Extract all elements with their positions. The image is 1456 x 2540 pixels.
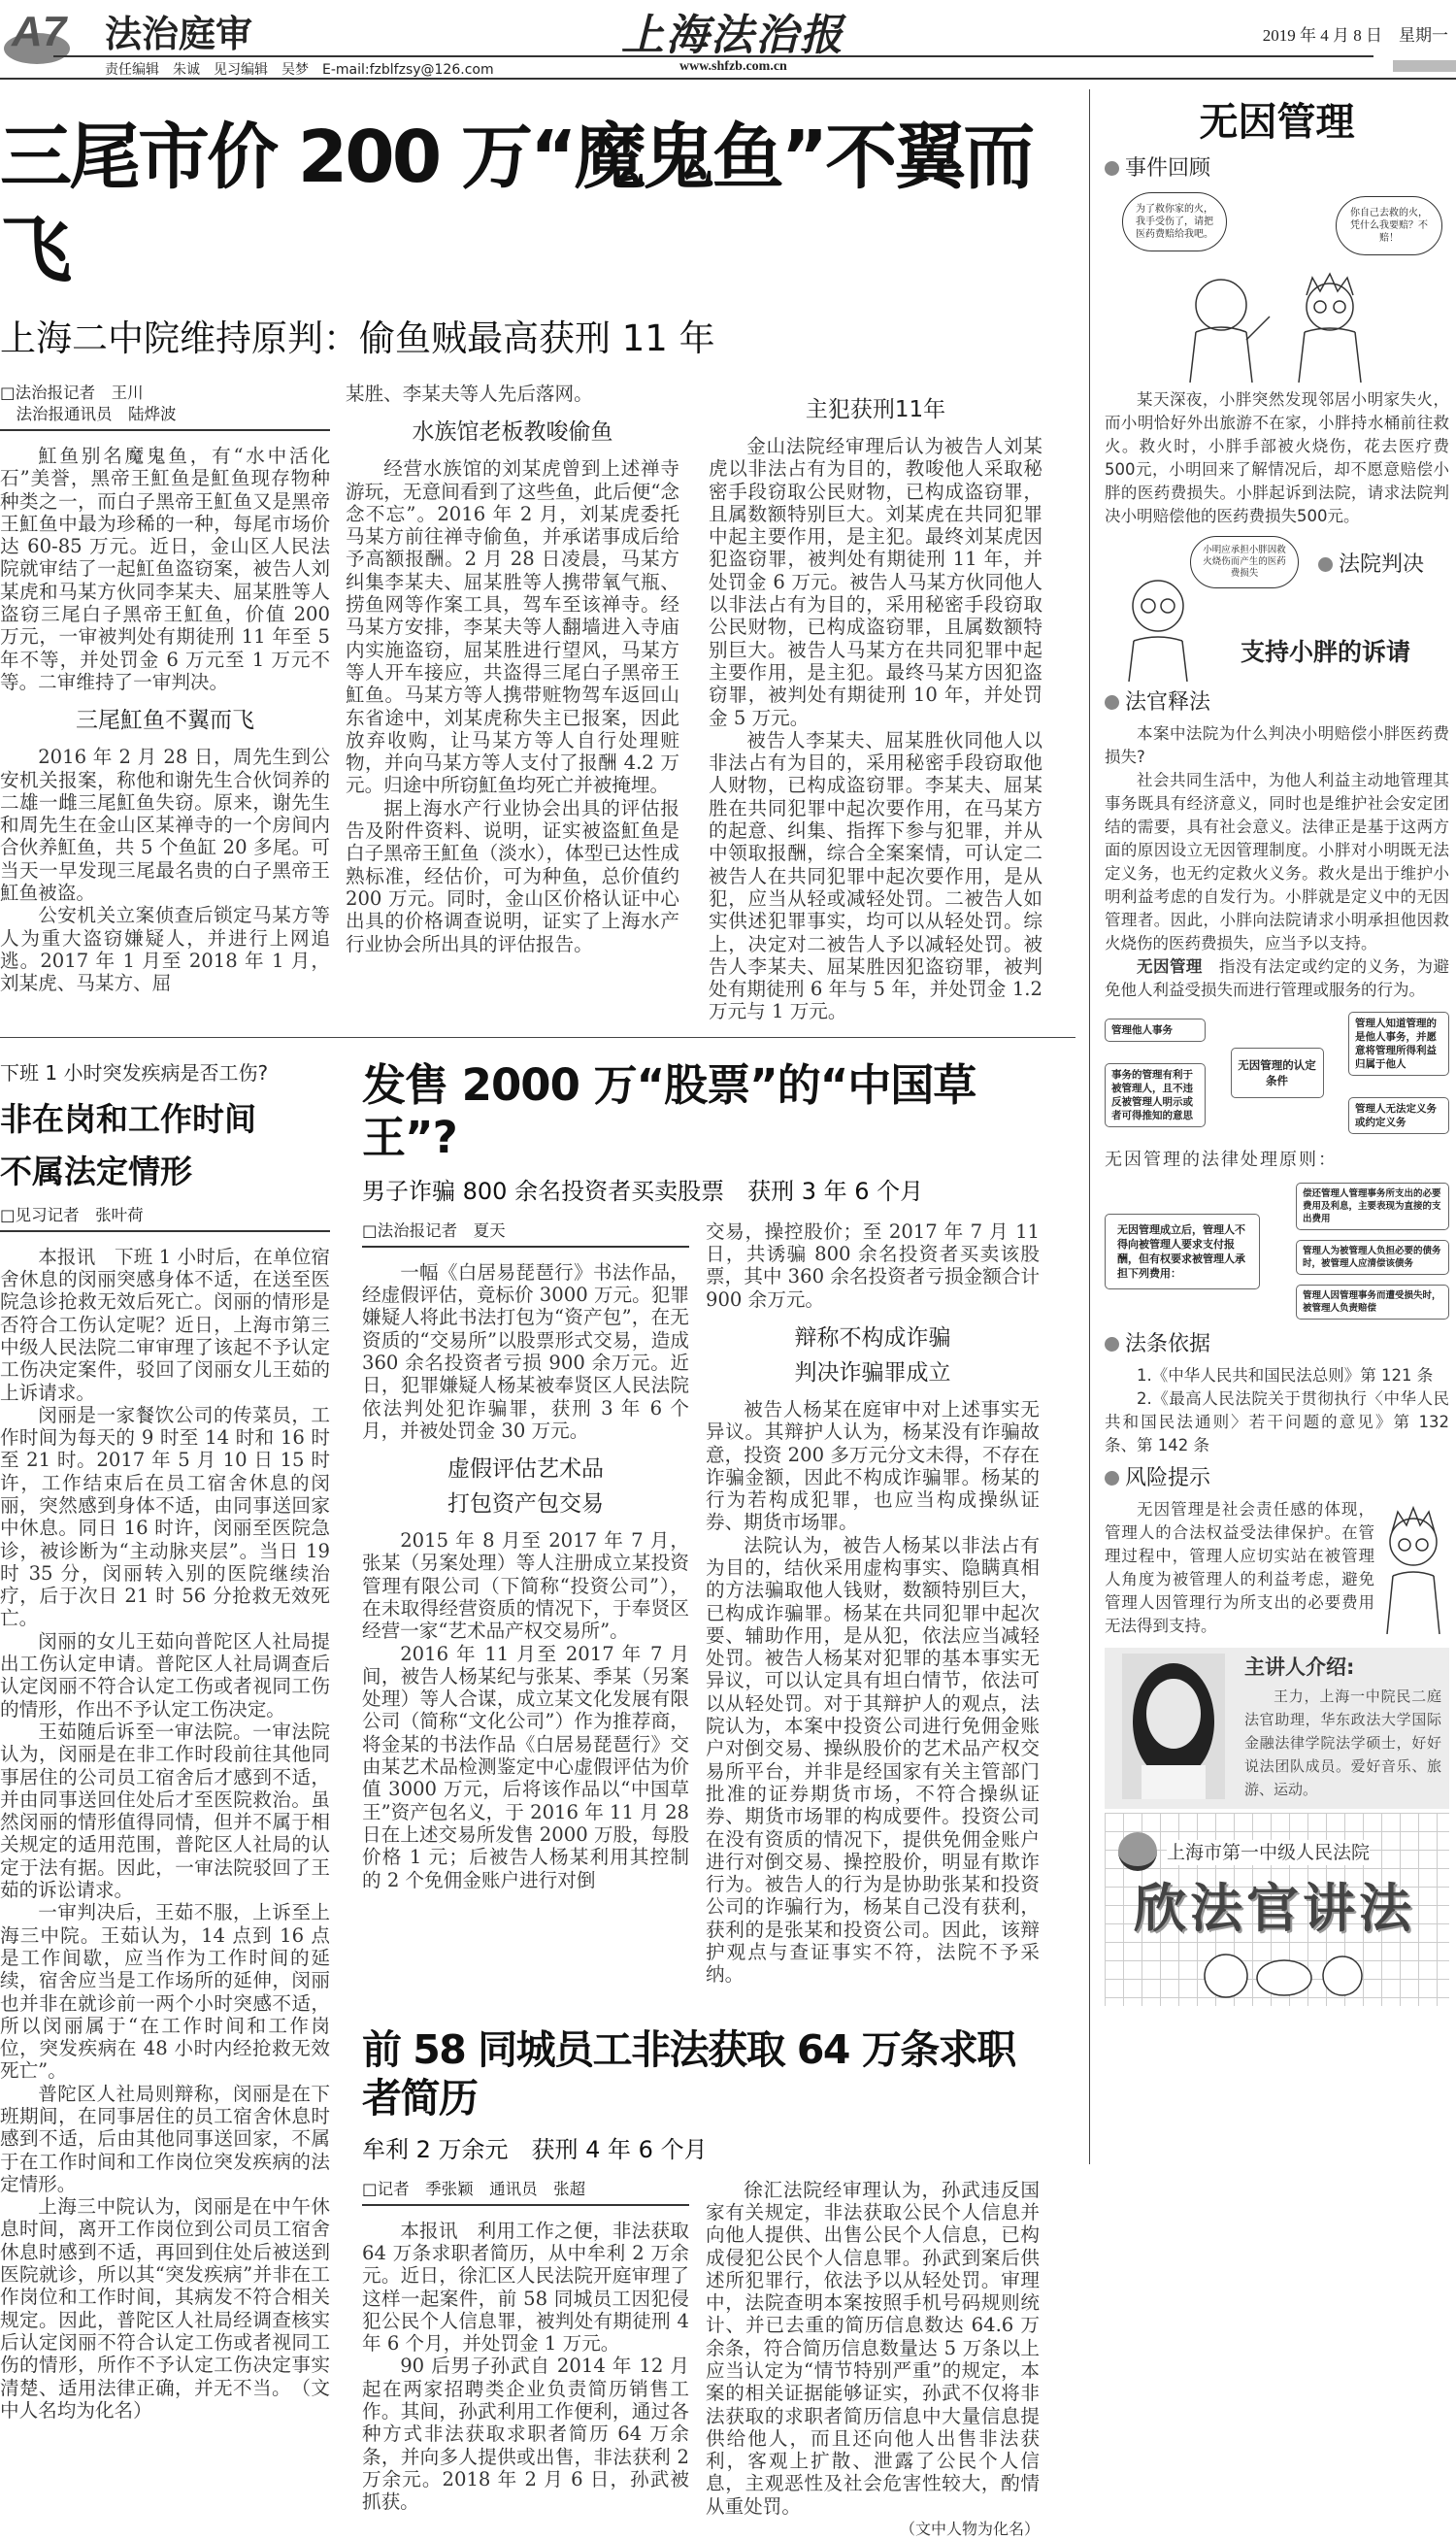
article-column [709, 383, 1042, 1023]
paragraph: 法院认为，被告人杨某以非法占有为目的，结伙采用虚构事实、隐瞒真相的方法骗取他人钱财，数额特别巨大，已构成诈骗罪。杨某在共同犯罪中起次要、辅助作用，是从犯，依法应当减轻处罚。被告人杨某对犯罪的基本事实无异议，可以认定具有坦白情节，依法可以从轻处罚。对于其辩护人的观点，法院认为，本案中投资公司进行免佣金账户对倒交易、操纵股价的艺术品产权交易所平台，并非是经国家有关主管部门批准的证券期货市场，不符合操纵证券、期货市场罪的构成要件。投资公司在没有资质的情况下，提供免佣金账户进行对倒交易、操控股价，明显有欺诈行为。被告人的行为是协助张某和投资公司的诈骗行为，杨某自己没有获利，获利的是张某和投资公司。因此，该辩护观点与查证事实不符，法院不予采纳。 [706, 1533, 1040, 1987]
headline: 非在岗和工作时间 [0, 1099, 256, 1138]
article4-columns [362, 2179, 1042, 2540]
article3-columns [362, 1220, 1042, 1987]
diagram-left [1105, 1019, 1206, 1127]
sidebar-title: 无因管理 [1199, 100, 1355, 145]
diagram-right [1348, 1012, 1449, 1134]
diagram-right [1296, 1183, 1449, 1320]
paragraph: 某胜、李某夫等人先后落网。 [346, 383, 593, 405]
comic-illustration [1105, 188, 1449, 383]
speaker-box [1105, 1648, 1449, 1809]
paragraph: 90 后男子孙武自 2014 年 12 月起在两家招聘类企业负责简历销售工作。其间，孙武利用工作便利，通过各种方式非法获取求职者简历 64 万余条，并向多人提供或出售，非法获利 2 万余元。2018 年 2 月 6 日，孙武被抓获。 [362, 2355, 689, 2514]
section-verdict: 法院判决 [1318, 551, 1424, 579]
paragraph: 据上海水产行业协会出具的评估报告及附件资料、说明，证实被盗魟鱼是白子黑帝王魟鱼（淡水），体型已达性成熟标准，经估价，可为种鱼，总价值约 200 万元。同时，金山区价格认证中心出具的价格调查说明，证实了上海水产行业协会所出具的评估报告。 [346, 796, 679, 955]
law-list: 1.《中华人民共和国民法总则》第 121 条 2.《最高人民法院关于贯彻执行〈中华人民共和国民法通则〉若干问题的意见》第 132 条、第 142 条 [1105, 1366, 1449, 1454]
article2 [0, 1059, 330, 2422]
diagram-item: 管理人知道管理的是他人事务，并愿意将管理所得利益归属于他人 [1348, 1012, 1449, 1076]
article-column [706, 1220, 1040, 1987]
paragraph: 徐汇法院经审理认为，孙武违反国家有关规定，非法获取公民个人信息并向他人提供、出售公民个人信息，已构成侵犯公民个人信息罪。孙武到案后供述所犯罪行，依法予以从轻处罚。审理中，法院查明本案按照手机号码规则统计、并已去重的简历信息数达 64.6 万余条，符合简历信息数量达 5 万条以上应当认定为“情节特别严重”的规定，本案的相关证据能够证实，孙武不仅将非法获取的求职者简历信息中大量信息提供给他人，而且还向他人出售非法获利，客观上扩散、泄露了公民个人信息，主观恶性及社会危害性较大，酌情从重处罚。 [706, 2178, 1040, 2518]
column-logo: 欣法官讲法 [1134, 1878, 1415, 1939]
headline: 前 58 同城员工非法获取 64 万条求职者简历 [362, 2025, 1015, 2122]
paragraph: 本报讯 利用工作之便，非法获取 64 万条求职者简历，从中牟利 2 万余元。近日，徐汇区人民法院开庭审理了这样一起案件，前 58 同城员工因犯侵犯公民个人信息罪，被判处有期徒刑 4 年 6 个月，并处罚金 1 万元。 [362, 2219, 689, 2356]
section-rule [0, 1037, 1075, 1038]
section-subheading: 水族馆老板教唆偷鱼 [412, 419, 613, 446]
paragraph: 闵丽是一家餐饮公司的传菜员，工作时间为每天的 9 时至 14 时和 16 时至 21 时。2017 年 5 月 10 日 15 时许，工作结束后在员工宿舍休息的闵丽，突然感到身体不适，由同事送回家中休息。同日 16 时许，闵丽至医院急诊，被诊断为“主动脉夹层”。当日 19 时 35 分，闵丽转入别的医院继续治疗，后于次日 21 时 56 分抢救无效死亡。 [0, 1403, 330, 1630]
explain-text: 本案中法院为什么判决小明赔偿小胖医药费损失? 社会共同生活中，为他人利益主动地管理其事务既具有经济意义，同时也是维护社会安定团结的需要，具有社会意义。法律正是基于这两方面的原因设立无因管理制度。小胖对小明既无法定义务，也无约定救火义务。救火是出于维护小明利益考虑的自发行为。小胖就是定义中的无因管理者。因此，小胖向法院请求小明承担他因救火烧伤的医药费损失，应当予以支持。 无因管理 指没有法定或约定的义务，为避免他人利益受损失而进行管理或服务的行为。 [1105, 724, 1450, 999]
paragraph: 交易，操控股价；至 2017 年 7 月 11 日，共诱骗 800 余名投资者买卖该股票，其中 360 余名投资者亏损金额合计 900 余万元。 [706, 1220, 1040, 1311]
paragraph: 一幅《白居易琵琶行》书法作品，经虚假评估，竟标价 3000 万元。犯罪嫌疑人将此书法打包为“资产包”，在无资质的“交易所”以股票形式交易，造成 360 余名投资者亏损 900 余万元。近日，犯罪嫌疑人杨某被奉贤区人民法院依法判处犯诈骗罪，获刑 3 年 6 个月，并被处罚金 30 万元。 [362, 1260, 689, 1442]
article1-columns [0, 383, 1075, 1023]
paragraph: 2015 年 8 月至 2017 年 7 月，张某（另案处理）等人注册成立某投资管理有限公司（下简称“投资公司”），在未取得经营资质的情况下，于奉贤区经营一家“艺术品产权交易所”。 [362, 1529, 689, 1643]
diagram-item: 偿还管理人管理事务所支出的必要费用及利息，主要表现为直接的支出费用 [1296, 1183, 1449, 1230]
article-column [0, 1246, 330, 2422]
diagram-item: 管理他人事务 [1105, 1019, 1206, 1042]
bullet-dot-icon [1105, 695, 1119, 710]
cartoon-kid-icon [1377, 1498, 1449, 1634]
masthead: 上海法治报 [621, 11, 844, 60]
speech-bubble: 为了救你家的火，我手受伤了，请把医药费赔给我吧。 [1122, 192, 1227, 251]
section-event-review: 事件回顾 [1105, 155, 1449, 183]
right-articles [362, 1059, 1042, 2540]
speech-bubble: 你自己去救的火，凭什么我要赔？不赔！ [1336, 196, 1442, 255]
bullet-dot-icon [1318, 557, 1333, 572]
speech-bubble: 小明应承担小胖因救火烧伤而产生的医药费损失 [1190, 536, 1299, 588]
principle-title: 无因管理的法律处理原则： [1105, 1150, 1338, 1170]
sidebar-divider [1089, 89, 1090, 2164]
article-column [362, 2220, 689, 2514]
paragraph: 2016 年 2 月 28 日，周先生到公安机关报案，称他和谢先生合伙饲养的二雄一雌三尾魟鱼失窃。原来，谢先生和周先生在金山区某禅寺的一个房间内合伙养魟鱼，共 5 个鱼缸 20 多尾。可当天一早发现三尾最名贵的白子黑帝王魟鱼被盗。 [0, 746, 330, 905]
paragraph: 闵丽的女儿王茹向普陀区人社局提出工伤认定申请。普陀区人社局调查后认定闵丽不符合认定工伤或者视同工伤的情形，作出不予认定工伤决定。 [0, 1629, 330, 1721]
bullet-dot-icon [1105, 1337, 1119, 1352]
headline: 三尾市价 200 万“魔鬼鱼”不翼而飞 [0, 116, 1033, 292]
sidebar [1105, 97, 1449, 2006]
issue-date: 2019 年 4 月 8 日 星期一 [1262, 26, 1448, 45]
header-rule-bottom [0, 78, 1456, 80]
byline: □法治报记者 夏天 [362, 1220, 689, 1248]
risk-text: 无因管理是社会责任感的体现，管理人的合法权益受法律保护。在管理过程中，管理人应切实站在被管理人角度为被管理人的利益考虑，避免管理人因管理行为所支出的必要费用无法得到支持。 [1105, 1500, 1374, 1635]
speaker-bio: 王力，上海一中院民二庭法官助理，华东政法大学国际金融法律学院法学硕士，好好说法团队成员。爱好音乐、旅游、运动。 [1244, 1688, 1441, 1798]
speaker-info [1244, 1654, 1441, 1801]
conditions-diagram [1105, 1012, 1449, 1134]
paragraph: 2016 年 11 月至 2017 年 7 月间，被告人杨某纪与张某、季某（另案处理）等人合谋，成立某文化发展有限公司（简称“文化公司”）作为推荐商，将金某的书法作品《白居易琵琶行》交由某艺术品检测鉴定中心虚假评估为价值 3000 万元，后将该作品以“中国草王”资产包名义，于 2016 年 11 月 28 日在上述交易所发售 2000 万股，每股价格 1 元；后被告人杨某利用其控制的 2 个免佣金账户进行对倒 [362, 1642, 689, 1891]
kicker: 下班 1 小时突发疾病是否工伤? [0, 1060, 269, 1085]
paragraph: 魟鱼别名魔鬼鱼，有“水中活化石”美誉，黑帝王魟鱼是魟鱼现存物种种类之一，而白子黑帝王魟鱼又是黑帝王魟鱼中最为珍稀的一种，每尾市场价达 60-85 万元。近日，金山区人民法院就审结了一起魟鱼盗窃案，被告人刘某虎和马某方伙同李某夫、屈某胜等人盗窃三尾白子黑帝王魟鱼，价值 200 万元，一审被判处有期徒刑 11 年至 5 年不等，并处罚金 6 万元至 1 万元不等。二审维持了一审判决。 [0, 445, 330, 693]
verdict-text: 支持小胖的诉请 [1241, 638, 1411, 666]
main-content [0, 93, 1075, 2540]
section-subheading: 辩称不构成诈骗 [794, 1324, 951, 1351]
header-rule [53, 55, 1373, 57]
section-subheading: 判决诈骗罪成立 [794, 1359, 951, 1386]
headline: 发售 2000 万“股票”的“中国草王”? [362, 1058, 976, 1163]
article-column-wrap [362, 2179, 689, 2514]
article-column-wrap [362, 1220, 689, 1891]
byline: □见习记者 张叶荷 [0, 1205, 330, 1232]
bullet-dot-icon [1105, 161, 1119, 176]
speaker-title: 主讲人介绍: [1244, 1655, 1355, 1679]
headline: 不属法定情形 [0, 1152, 192, 1190]
subheadline: 男子诈骗 800 余名投资者买卖股票 获刑 3 年 6 个月 [362, 1177, 924, 1205]
story-text: 某天深夜，小胖突然发现邻居小明家失火，而小明恰好外出旅游不在家，小胖持水桶前往救火。救火时，小胖手部被火烧伤，花去医疗费500元，小明回来了解情况后，却不愿意赔偿小胖的医药费损失。小胖起诉到法院，请求法院判决小明赔偿他的医药费损失500元。 [1105, 390, 1449, 525]
section-subheading: 主犯获刑11年 [805, 397, 946, 422]
article-column [706, 2179, 1040, 2540]
byline: □记者 季张颖 通讯员 张超 [362, 2179, 689, 2206]
article-column [0, 445, 330, 995]
cartoon-faces-icon [1202, 1949, 1367, 2002]
risk-block [1105, 1498, 1449, 1638]
header-grey-bar [1393, 60, 1456, 72]
section-subheading: 打包资产包交易 [447, 1491, 604, 1518]
diagram-item: 事务的管理有利于被管理人，且不违反被管理人明示或者可得推知的意思 [1105, 1063, 1206, 1127]
page-badge: A7 [0, 4, 76, 62]
paragraph: 被告人杨某在庭审中对上述事实无异议。其辩护人认为，杨某没有诈骗故意，投资 200 多万元分文未得，不存在诈骗金额，因此不构成诈骗罪。杨某的行为若构成犯罪，也应当构成操纵证券、期货市场罪。 [706, 1397, 1040, 1534]
diagram-item: 管理人无法定义务或约定义务 [1348, 1097, 1449, 1134]
diagram-item: 管理人因管理事务而遭受损失时，被管理人负责赔偿 [1296, 1285, 1449, 1320]
website: www.shfzb.com.cn [679, 59, 787, 74]
paragraph: 普陀区人社局则辩称，闵丽是在下班期间，在同事居住的员工宿舍休息时感到不适，后由其他同事送回家，不属于在工作时间和工作岗位突发疾病的法定情形。 [0, 2082, 330, 2195]
article-column-wrap [0, 383, 330, 995]
diagram-center: 无因管理的认定条件 [1231, 1048, 1324, 1098]
subheadline: 上海二中院维持原判：偷鱼贼最高获刑 11 年 [0, 318, 715, 359]
diagram-item: 管理人为被管理人负担必要的债务时，被管理人应清偿该债务 [1296, 1240, 1449, 1275]
speaker-photo [1122, 1654, 1225, 1799]
paragraph: 王茹随后诉至一审法院。一审法院认为，闵丽是在非工作时段前往其他同事居住的公司员工宿舍后才感到不适，并由同事送回住处后才至医院救治。虽然闵丽的情形值得同情，但并不属于相关规定的适用范围，普陀区人社局的认定于法有据。因此，一审法院驳回了王茹的诉讼请求。 [0, 1720, 330, 1902]
editors: 责任编辑 朱诚 见习编辑 吴梦 E-mail:fzblfzsy@126.com [105, 62, 494, 78]
section-subheading: 虚假评估艺术品 [447, 1456, 604, 1483]
paragraph: 本报讯 下班 1 小时后，在单位宿舍休息的闵丽突感身体不适，在送至医院急诊抢救无效后死亡。闵丽的情形是否符合工伤认定呢？近日，上海市第三中级人民法院二审审理了该起不予认定工伤决定案件，驳回了闵丽女儿王茹的上诉请求。 [0, 1245, 330, 1404]
paragraph: 金山法院经审理后认为被告人刘某虎以非法占有为目的，教唆他人采取秘密手段窃取公民财物，已构成盗窃罪，且属数额特别巨大。刘某虎在共同犯罪中起主要作用，是主犯。最终刘某虎因犯盗窃罪，被判处有期徒刑 11 年，并处罚金 6 万元。被告人马某方伙同他人以非法占有为目的，采用秘密手段窃取公民财物，已构成盗窃罪，且属数额特别巨大。被告人马某方在共同犯罪中起主要作用，是主犯。最终马某方因犯盗窃罪，被判处有期徒刑 10 年，并处罚金 5 万元。 [709, 435, 1042, 729]
section-name: 法治庭审 [105, 13, 253, 55]
section-legal-basis: 法条依据 [1105, 1331, 1449, 1358]
lower-section [0, 1059, 1075, 2540]
bullet-dot-icon [1105, 1471, 1119, 1486]
byline: □法治报记者 王川 法治报通讯员 陆烨波 [0, 383, 330, 431]
section-subheading: 三尾魟鱼不翼而飞 [76, 708, 254, 734]
diagram-center: 无因管理成立后，管理人不得向被管理人要求支付报酬，但有权要求被管理人承担下列费用： [1105, 1214, 1260, 1289]
section-judge-explains: 法官释法 [1105, 689, 1449, 717]
paragraph: 一审判决后，王茹不服，上诉至上海三中院。王茹认为，14 点到 16 点是工作间歇，应当作为工作时间的延续，宿舍应当是工作场所的延伸，闵丽也并非在就诊前一两个小时突感不适，所以闵丽属于“在工作时间和工作岗位，突发疾病在 48 小时内经抢救无效死亡”。 [0, 1901, 330, 2083]
subheadline: 牟利 2 万余元 获刑 4 年 6 个月 [362, 2135, 708, 2163]
paragraph: （文中人物为化名） [899, 2520, 1040, 2539]
court-emblem-icon [1118, 1832, 1157, 1871]
column-banner [1105, 1813, 1449, 2006]
article-column [362, 1261, 689, 1891]
paragraph: 被告人李某夫、屈某胜伙同他人以非法占有为目的，采用秘密手段窃取他人财物，已构成盗窃罪。李某夫、屈某胜在共同犯罪中起次要作用，在马某方的起意、纠集、指挥下参与犯罪，并从中领取报酬，综合全案案情，可认定二被告人在共同犯罪中起次要作用，是从犯，应当从轻或减轻处罚。二被告人如实供述犯罪事实，均可以从轻处罚。综上，决定对二被告人予以减轻处罚。被告人李某夫、屈某胜因犯盗窃罪，被判处有期徒刑 6 年与 5 年，并处罚金 1.2 万元与 1 万元。 [709, 728, 1042, 1023]
section-risk-warning: 风险提示 [1105, 1465, 1449, 1492]
verdict-block [1105, 536, 1449, 682]
paragraph: 经营水族馆的刘某虎曾到上述禅寺游玩，无意间看到了这些鱼，此后便“念念不忘”。2016 年 2 月，刘某虎委托马某方前往禅寺偷鱼，并承诺事成后给予高额报酬。2 月 28 日凌晨，马某方纠集李某夫、屈某胜等人携带氧气瓶、捞鱼网等作案工具，驾车至该禅寺。经马某方安排，李某夫等人翻墙进入寺庙内实施盗窃，屈某胜进行望风，马某方等人开车接应，共盗得三尾白子黑帝王魟鱼。马某方等人携带赃物驾车返回山东省途中，刘某虎称失主已报案，因此放弃收购，让马某方等人自行处理赃物，并向马某方等人支付了报酬 4.2 万元。归途中所窃魟鱼均死亡并被掩埋。 [346, 457, 679, 797]
article-column [346, 383, 679, 955]
paragraph: 公安机关立案侦查后锁定马某方等人为重大盗窃嫌疑人，并进行上网追逃。2017 年 1 月至 2018 年 1 月，刘某虎、马某方、屈 [0, 904, 330, 995]
paragraph: 上海三中院认为，闵丽是在中午休息时间，离开工作岗位到公司员工宿舍休息时感到不适，再回到住处后被送到医院就诊，所以其“突发疾病”并非在工作岗位和工作时间，其病发不符合相关规定。因此，普陀区人社局经调查核实后认定闵丽不符合认定工伤或者视同工伤的情形，所作不予认定工伤决定事实清楚、适用法律正确，并无不当。 （文中人名均为化名） [0, 2195, 330, 2422]
principles-diagram [1105, 1183, 1449, 1320]
court-name: 上海市第一中级人民法院 [1167, 1842, 1371, 1863]
